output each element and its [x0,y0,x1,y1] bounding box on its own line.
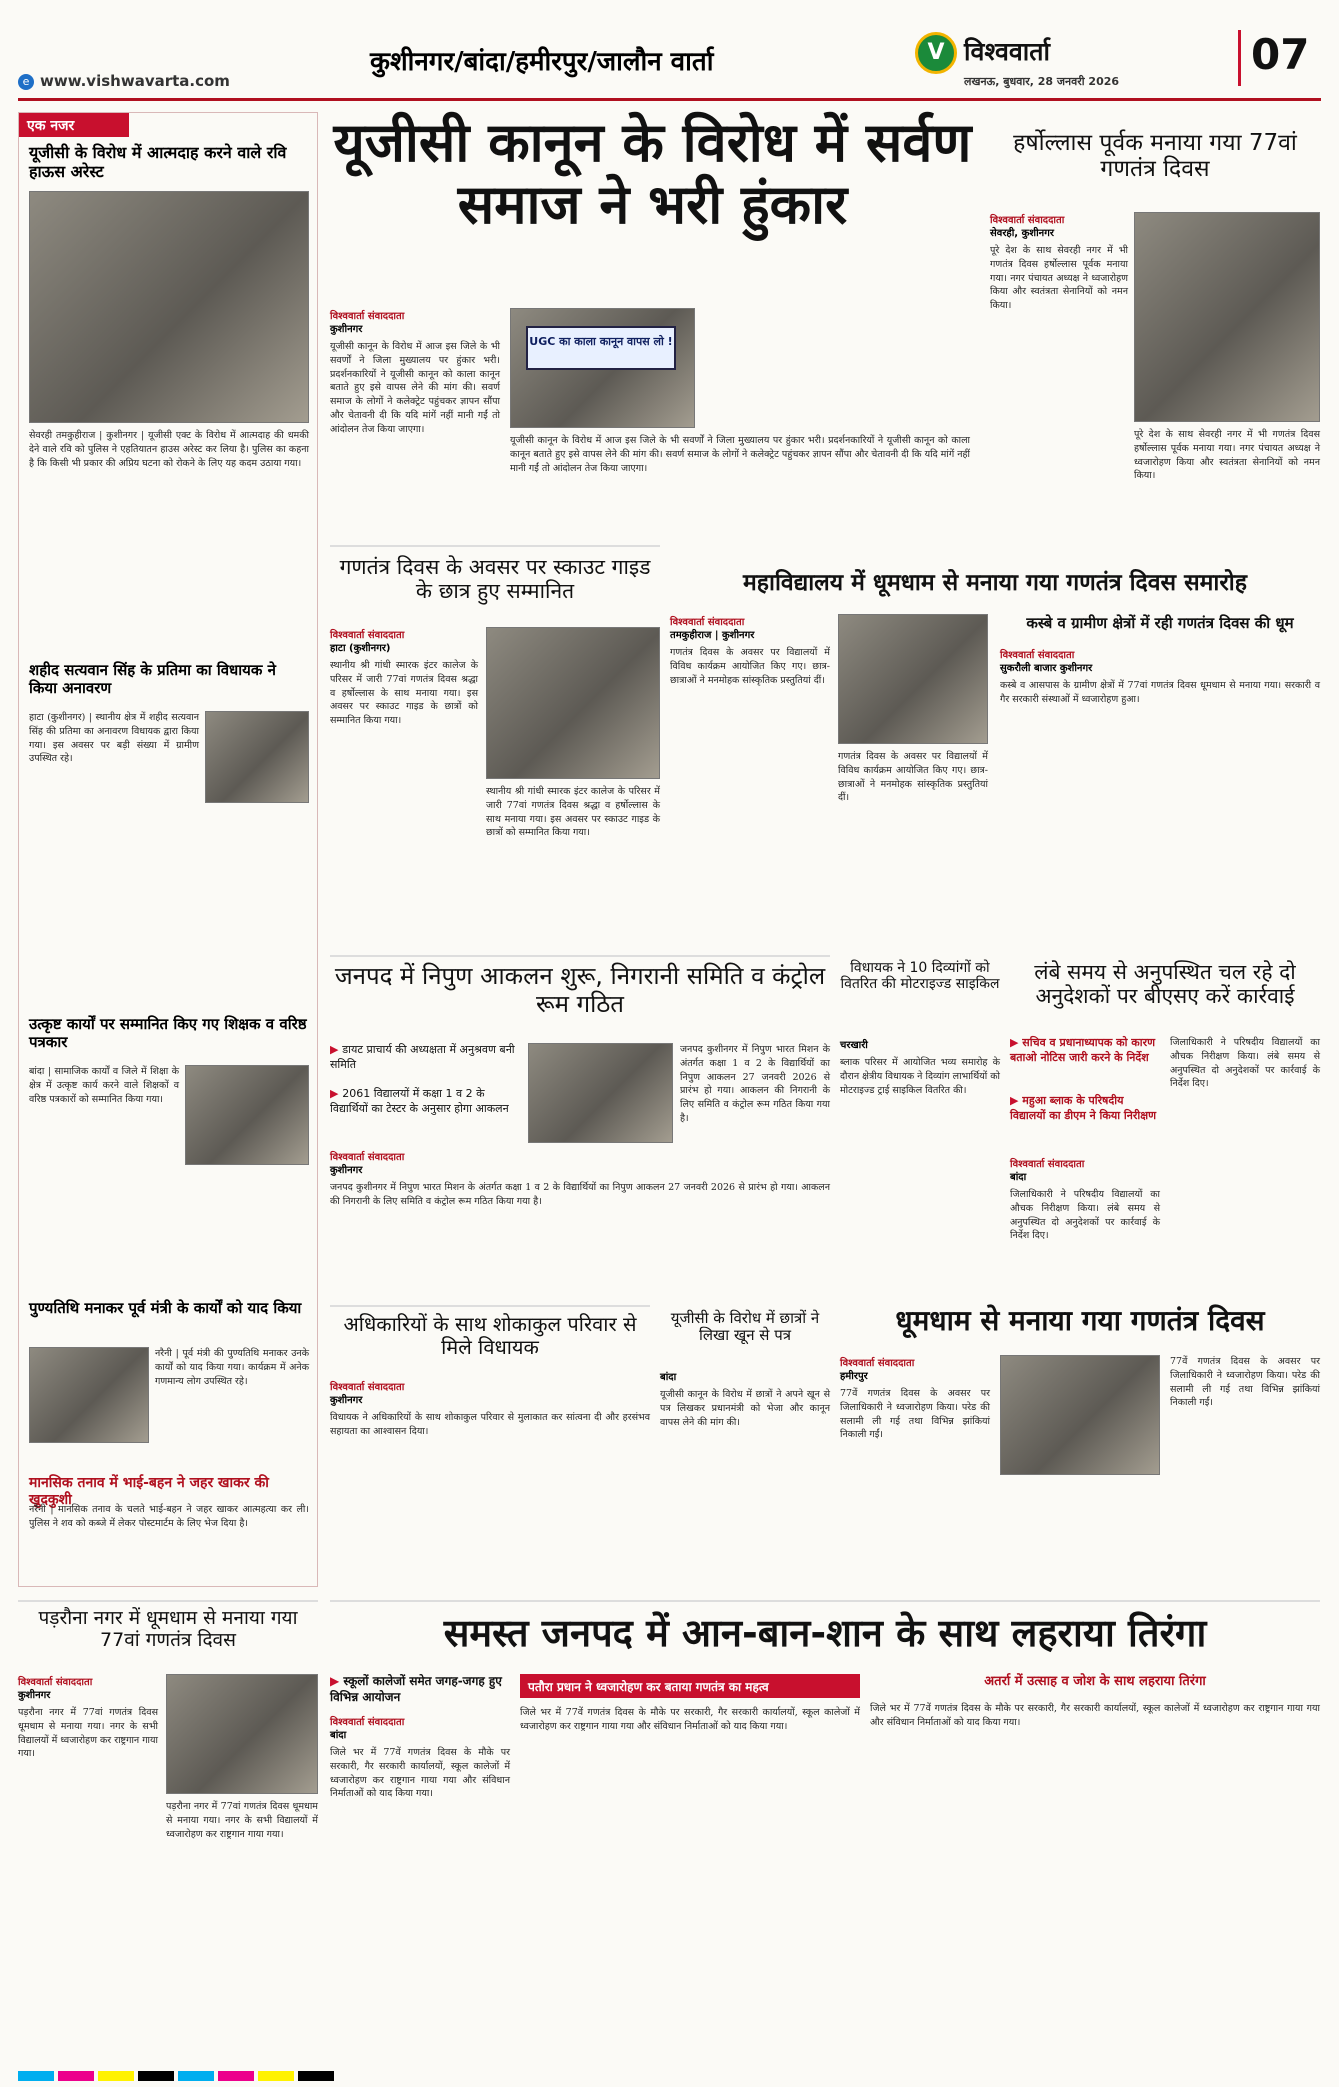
lead-headline: यूजीसी कानून के विरोध में सर्वण समाज ने भरी हुंकार [333,111,972,237]
lead-place: कुशीनगर [330,324,363,335]
padrauna-photo [166,1674,318,1794]
bullet-icon: ▶ [1010,1094,1023,1107]
bullet-icon: ▶ [330,1087,343,1100]
college-byline: विश्ववार्ता संवाददाता [670,617,745,628]
ek-nazar-photo-4 [29,1347,149,1443]
lead-body: यूजीसी कानून के विरोध में आज इस जिले के भी सवर्णों ने जिला मुख्यालय पर हुंकार भरी। प्रदर्शनकारियों ने यूजीसी कानून को काला कानून बताते हुए इसे वापस लेने की मांग की। सवर्ण समाज के लोगों ने कलेक्ट्रेट पहुंचकर ज्ञापन सौंपा और चेतावनी दी कि यदि मांगें नहीं मानी गईं तो आंदोलन तेज किया जाएगा। [330,341,500,435]
padrauna-story [18,1600,318,2055]
college-body: गणतंत्र दिवस के अवसर पर विद्यालयों में विविध कार्यक्रम आयोजित किए गए। छात्र-छात्राओं ने मनमोहक सांस्कृतिक प्रस्तुतियां दीं। [670,647,830,686]
kasbe-place: सुकरौली बाजार कुशीनगर [1000,663,1093,674]
ek-nazar-body-2: हाटा (कुशीनगर) | स्थानीय क्षेत्र में शहीद सत्यवान सिंह की प्रतिमा का अनावरण विधायक द्वारा किया गया। इस अवसर पर बड़ी संख्या में ग्रामीण उपस्थित रहे। [29,712,199,765]
padrauna-byline: विश्ववार्ता संवाददाता [18,1677,93,1688]
khoon-place: बांदा [660,1372,677,1383]
bullet-icon: ▶ [1010,1036,1023,1049]
khoon-headline: यूजीसी के विरोध में छात्रों ने लिखा खून से पत्र [670,1309,820,1345]
ek-nazar-title-3: उत्कृष्ट कार्यों पर सम्मानित किए गए शिक्षक व वरिष्ठ पत्रकार [29,1015,307,1051]
ek-nazar-body-4: नरैनी | पूर्व मंत्री की पुण्यतिथि मनाकर उनके कार्यों को याद किया गया। कार्यक्रम में अनेक गणमान्य लोग उपस्थित रहे। [155,1348,309,1387]
anupasthit-bullet-text-1: सचिव व प्रधानाध्यापक को कारण बताओ नोटिस जारी करने के निर्देश [1010,1036,1156,1064]
khoon-body: यूजीसी कानून के विरोध में छात्रों ने अपने खून से पत्र लिखकर प्रधानमंत्री को भेजा और कानून वापस लेने की मांग की। [660,1389,830,1428]
college-headline: महाविद्यालय में धूमधाम से मनाया गया गणतंत्र दिवस समारोह [743,570,1247,596]
scout-body: स्थानीय श्री गांधी स्मारक इंटर कालेज के परिसर में जारी 77वां गणतंत्र दिवस श्रद्धा व हर्षोल्लास के साथ मनाया गया। इस अवसर पर स्काउट गाइड के छात्रों को सम्मानित किया गया। [330,660,478,727]
ek-nazar-photo-2 [205,711,309,803]
website-link[interactable]: www.vishwavarta.com [40,72,230,90]
right-top-headline: हर्षोल्लास पूर्वक मनाया गया 77वां गणतंत्र दिवस [1013,130,1297,183]
padrauna-place: कुशीनगर [18,1690,51,1701]
anupasthit-byline: विश्ववार्ता संवाददाता [1010,1159,1085,1170]
college-body-cont: गणतंत्र दिवस के अवसर पर विद्यालयों में विविध कार्यक्रम आयोजित किए गए। छात्र-छात्राओं ने मनमोहक सांस्कृतिक प्रस्तुतियां दीं। [838,751,988,804]
brand-logo-icon: V [915,32,957,74]
tiranga-kicker-text-1: स्कूलों कालेजों समेत जगह-जगह हुए विभिन्न आयोजन [330,1674,502,1704]
ek-nazar-photo-3 [185,1065,309,1165]
ek-nazar-body-3: बांदा | सामाजिक कार्यों व जिले में शिक्षा के क्षेत्र में उत्कृष्ट कार्य करने वाले शिक्षकों व वरिष्ठ पत्रकारों को सम्मानित किया गया। [29,1066,179,1105]
ek-nazar-column [18,112,318,1587]
anupasthit-bullet-text-2: महुआ ब्लाक के परिषदीय विद्यालयों का डीएम ने किया निरीक्षण [1010,1094,1157,1122]
shok-body: विधायक ने अधिकारियों के साथ शोकाकुल परिवार से मुलाकात कर सांत्वना दी और हरसंभव सहायता का आश्वासन दिया। [330,1412,650,1437]
anupasthit-body: जिलाधिकारी ने परिषदीय विद्यालयों का औचक निरीक्षण किया। लंबे समय से अनुपस्थित दो अनुदेशकों पर कार्रवाई के निर्देश दिए। [1010,1189,1160,1242]
right-top-body-cont: पूरे देश के साथ सेवरही नगर में भी गणतंत्र दिवस हर्षोल्लास पूर्वक मनाया गया। नगर पंचायत अध्यक्ष ने ध्वजारोहण किया और स्वतंत्रता सेनानियों को नमन किया। [1134,429,1320,482]
tiranga-kicker-1 [330,1674,510,1710]
dhoomdham-headline: धूमधाम से मनाया गया गणतंत्र दिवस [895,1304,1265,1337]
nipun-headline: जनपद में निपुण आकलन शुरू, निगरानी समिति व कंट्रोल रूम गठित [334,962,826,1018]
tiranga-byline: विश्ववार्ता संवाददाता [330,1717,405,1728]
bullet-icon: ▶ [330,1674,344,1688]
brand-name: विश्ववार्ता [964,37,1051,66]
padrauna-headline: पड़रौना नगर में धूमधाम से मनाया गया 77वां गणतंत्र दिवस [38,1607,298,1651]
masthead-rule [18,98,1321,101]
shok-headline: अधिकारियों के साथ शोकाकुल परिवार से मिले विधायक [343,1312,637,1359]
nipun-place: कुशीनगर [330,1165,363,1176]
right-top-body: पूरे देश के साथ सेवरही नगर में भी गणतंत्र दिवस हर्षोल्लास पूर्वक मनाया गया। नगर पंचायत अध्यक्ष ने ध्वजारोहण किया और स्वतंत्रता सेनानियों को नमन किया। [990,245,1128,312]
shok-byline: विश्ववार्ता संवाददाता [330,1382,405,1393]
dateline: लखनऊ, बुधवार, 28 जनवरी 2026 [964,75,1120,88]
ek-nazar-body-1: सेवरही तमकुहीराज | कुशीनगर | यूजीसी एक्ट के विरोध में आत्मदाह की धमकी देने वाले रवि को पुलिस ने एहतियातन हाउस अरेस्ट कर लिया है। पुलिस का कहना है कि किसी भी प्रकार की अप्रिय घटना को रोकने के लिए यह कदम उठाया गया। [29,430,309,469]
right-top-byline: विश्ववार्ता संवाददाता [990,215,1065,226]
website-icon: e [18,74,34,90]
bullet-icon: ▶ [330,1043,343,1056]
scout-body-cont: स्थानीय श्री गांधी स्मारक इंटर कालेज के परिसर में जारी 77वां गणतंत्र दिवस श्रद्धा व हर्षोल्लास के साथ मनाया गया। इस अवसर पर स्काउट गाइड के छात्रों को सम्मानित किया गया। [486,786,660,839]
kasbe-headline: कस्बे व ग्रामीण क्षेत्रों में रही गणतंत्र दिवस की धूम [1026,614,1294,632]
anupasthit-place: बांदा [1010,1172,1027,1183]
tiranga-place: बांदा [330,1730,347,1741]
scout-place: हाटा (कुशीनगर) [330,643,391,654]
nipun-body: जनपद कुशीनगर में निपुण भारत मिशन के अंतर्गत कक्षा 1 व 2 के विद्यार्थियों का निपुण आकलन 27 जनवरी 2026 से प्रारंभ हो गया। आकलन की निगरानी के लिए समिति व कंट्रोल रूम गठित किया गया है। [330,1182,830,1207]
dhoomdham-place: हमीरपुर [840,1371,868,1382]
scout-byline: विश्ववार्ता संवाददाता [330,630,405,641]
scout-headline: गणतंत्र दिवस के अवसर पर स्काउट गाइड के छात्र हुए सम्मानित [339,555,651,604]
dhoomdham-body-cont: 77वें गणतंत्र दिवस के अवसर पर जिलाधिकारी ने ध्वजारोहण किया। परेड की सलामी ली गई तथा विभिन्न झांकियां निकाली गईं। [1170,1356,1320,1409]
nipun-byline: विश्ववार्ता संवाददाता [330,1152,405,1163]
lead-body-cont: यूजीसी कानून के विरोध में आज इस जिले के भी सवर्णों ने जिला मुख्यालय पर हुंकार भरी। प्रदर्शनकारियों ने यूजीसी कानून को काला कानून बताते हुए इसे वापस लेने की मांग की। सवर्ण समाज के लोगों ने कलेक्ट्रेट पहुंचकर ज्ञापन सौंपा और चेतावनी दी कि यदि मांगें नहीं मानी गईं तो आंदोलन तेज किया जाएगा। [510,435,970,474]
tricycle-place: चरखारी [840,1040,868,1051]
edition-title: कुशीनगर/बांदा/हमीरपुर/जालौन वार्ता [370,47,714,77]
ek-nazar-body-5: नरैनी | मानसिक तनाव के चलते भाई-बहन ने जहर खाकर आत्महत्या कर ली। पुलिस ने शव को कब्जे में लेकर पोस्टमार्टम के लिए भेज दिया है। [29,1504,309,1529]
lead-placard: UGC का काला कानून वापस लो ! [526,326,676,370]
ek-nazar-title-2: शहीद सत्यवान सिंह के प्रतिमा का विधायक ने किया अनावरण [29,661,276,697]
tricycle-story [840,960,1000,1300]
nipun-bullet-1 [330,1043,520,1083]
anupasthit-headline: लंबे समय से अनुपस्थित चल रहे दो अनुदेशकों पर बीएसए करें कार्रवाई [1034,960,1296,1009]
khoon-story [660,1310,830,1590]
dhoomdham-story [840,1305,1320,1595]
scout-photo [486,627,660,779]
anupasthit-bullet-2 [1010,1094,1160,1148]
tiranga-kicker-3: अतर्रा में उत्साह व जोश के साथ लहराया तिरंगा [984,1674,1206,1689]
tiranga-body-right: जिले भर में 77वें गणतंत्र दिवस के मौके पर सरकारी, गैर सरकारी कार्यालयों, स्कूल कालेजों में ध्वजारोहण कर राष्ट्रगान गाया गया और संविधान निर्माताओं को याद किया गया। [870,1703,1320,1728]
right-top-story [990,130,1320,550]
college-place: तमकुहीराज | कुशीनगर [670,630,755,641]
tiranga-body: जिले भर में 77वें गणतंत्र दिवस के मौके पर सरकारी, गैर सरकारी कार्यालयों, स्कूल कालेजों में ध्वजारोहण कर राष्ट्रगान गाया गया और संविधान निर्माताओं को याद किया गया। [330,1747,510,1800]
nipun-bullet-2 [330,1087,520,1141]
tricycle-body: ब्लाक परिसर में आयोजित भव्य समारोह के दौरान क्षेत्रीय विधायक ने दिव्यांग लाभार्थियों को मोटराइज्ड ट्राई साइकिल वितरित की। [840,1057,1000,1096]
shok-story [330,1305,650,1595]
masthead [0,0,1339,100]
ek-nazar-photo-1 [29,191,309,423]
tiranga-headline: समस्त जनपद में आन-बान-शान के साथ लहराया तिरंगा [443,1611,1207,1655]
print-color-bar [18,2066,1321,2080]
page-number: 07 [1238,30,1318,86]
college-photo [838,614,988,744]
shok-place: कुशीनगर [330,1395,363,1406]
right-top-photo [1134,212,1320,422]
padrauna-body-cont: पड़रौना नगर में 77वां गणतंत्र दिवस धूमधाम से मनाया गया। नगर के सभी विद्यालयों में ध्वजारोहण कर राष्ट्रगान गाया गया। [166,1801,318,1840]
nipun-story [330,955,830,1295]
lead-byline: विश्ववार्ता संवाददाता [330,311,405,322]
tiranga-kicker-2: पतौरा प्रधान ने ध्वजारोहण कर बताया गणतंत्र का महत्व [520,1674,860,1698]
lead-story [330,112,975,532]
scout-story [330,545,660,950]
ek-nazar-label: एक नजर [19,113,129,137]
anupasthit-body-cont: जिलाधिकारी ने परिषदीय विद्यालयों का औचक निरीक्षण किया। लंबे समय से अनुपस्थित दो अनुदेशकों पर कार्रवाई के निर्देश दिए। [1170,1037,1320,1090]
dhoomdham-photo [1000,1355,1160,1475]
tiranga-story [330,1600,1320,2055]
anupasthit-story [1010,960,1320,1300]
nipun-body-side: जनपद कुशीनगर में निपुण भारत मिशन के अंतर्गत कक्षा 1 व 2 के विद्यार्थियों का निपुण आकलन 27 जनवरी 2026 से प्रारंभ हो गया। आकलन की निगरानी के लिए समिति व कंट्रोल रूम गठित किया गया है। [680,1044,830,1124]
kasbe-story [1000,615,1320,945]
kasbe-byline: विश्ववार्ता संवाददाता [1000,650,1075,661]
kasbe-body: कस्बे व आसपास के ग्रामीण क्षेत्रों में 77वां गणतंत्र दिवस धूमधाम से मनाया गया। सरकारी व गैर सरकारी संस्थाओं में ध्वजारोहण हुआ। [1000,680,1320,705]
dhoomdham-body: 77वें गणतंत्र दिवस के अवसर पर जिलाधिकारी ने ध्वजारोहण किया। परेड की सलामी ली गई तथा विभिन्न झांकियां निकाली गईं। [840,1388,990,1441]
tiranga-body-mid: जिले भर में 77वें गणतंत्र दिवस के मौके पर सरकारी, गैर सरकारी कार्यालयों, स्कूल कालेजों में ध्वजारोहण कर राष्ट्रगान गाया गया और संविधान निर्माताओं को याद किया गया। [520,1707,860,1732]
nipun-photo [528,1043,673,1143]
tricycle-headline: विधायक ने 10 दिव्यांगों को वितरित की मोटराइज्ड साइकिल [840,960,1000,993]
ek-nazar-title-4: पुण्यतिथि मनाकर पूर्व मंत्री के कार्यों को याद किया [29,1299,302,1317]
ek-nazar-title-5: मानसिक तनाव में भाई-बहन ने जहर खाकर की खुदकुशी [29,1475,269,1508]
ek-nazar-title-1: यूजीसी के विरोध में आत्मदाह करने वाले रवि हाऊस अरेस्ट [29,143,287,182]
nipun-bullet-text-1: डायट प्राचार्य की अध्यक्षता में अनुश्रवण बनी समिति [330,1043,515,1071]
dhoomdham-byline: विश्ववार्ता संवाददाता [840,1358,915,1369]
padrauna-body: पड़रौना नगर में 77वां गणतंत्र दिवस धूमधाम से मनाया गया। नगर के सभी विद्यालयों में ध्वजारोहण कर राष्ट्रगान गाया गया। [18,1707,158,1760]
right-top-place: सेवरही, कुशीनगर [990,228,1054,239]
nipun-bullet-text-2: 2061 विद्यालयों में कक्षा 1 व 2 के विद्यार्थियों का टेस्टर के अनुसार होगा आकलन [330,1087,509,1115]
anupasthit-bullet-1 [1010,1036,1160,1090]
